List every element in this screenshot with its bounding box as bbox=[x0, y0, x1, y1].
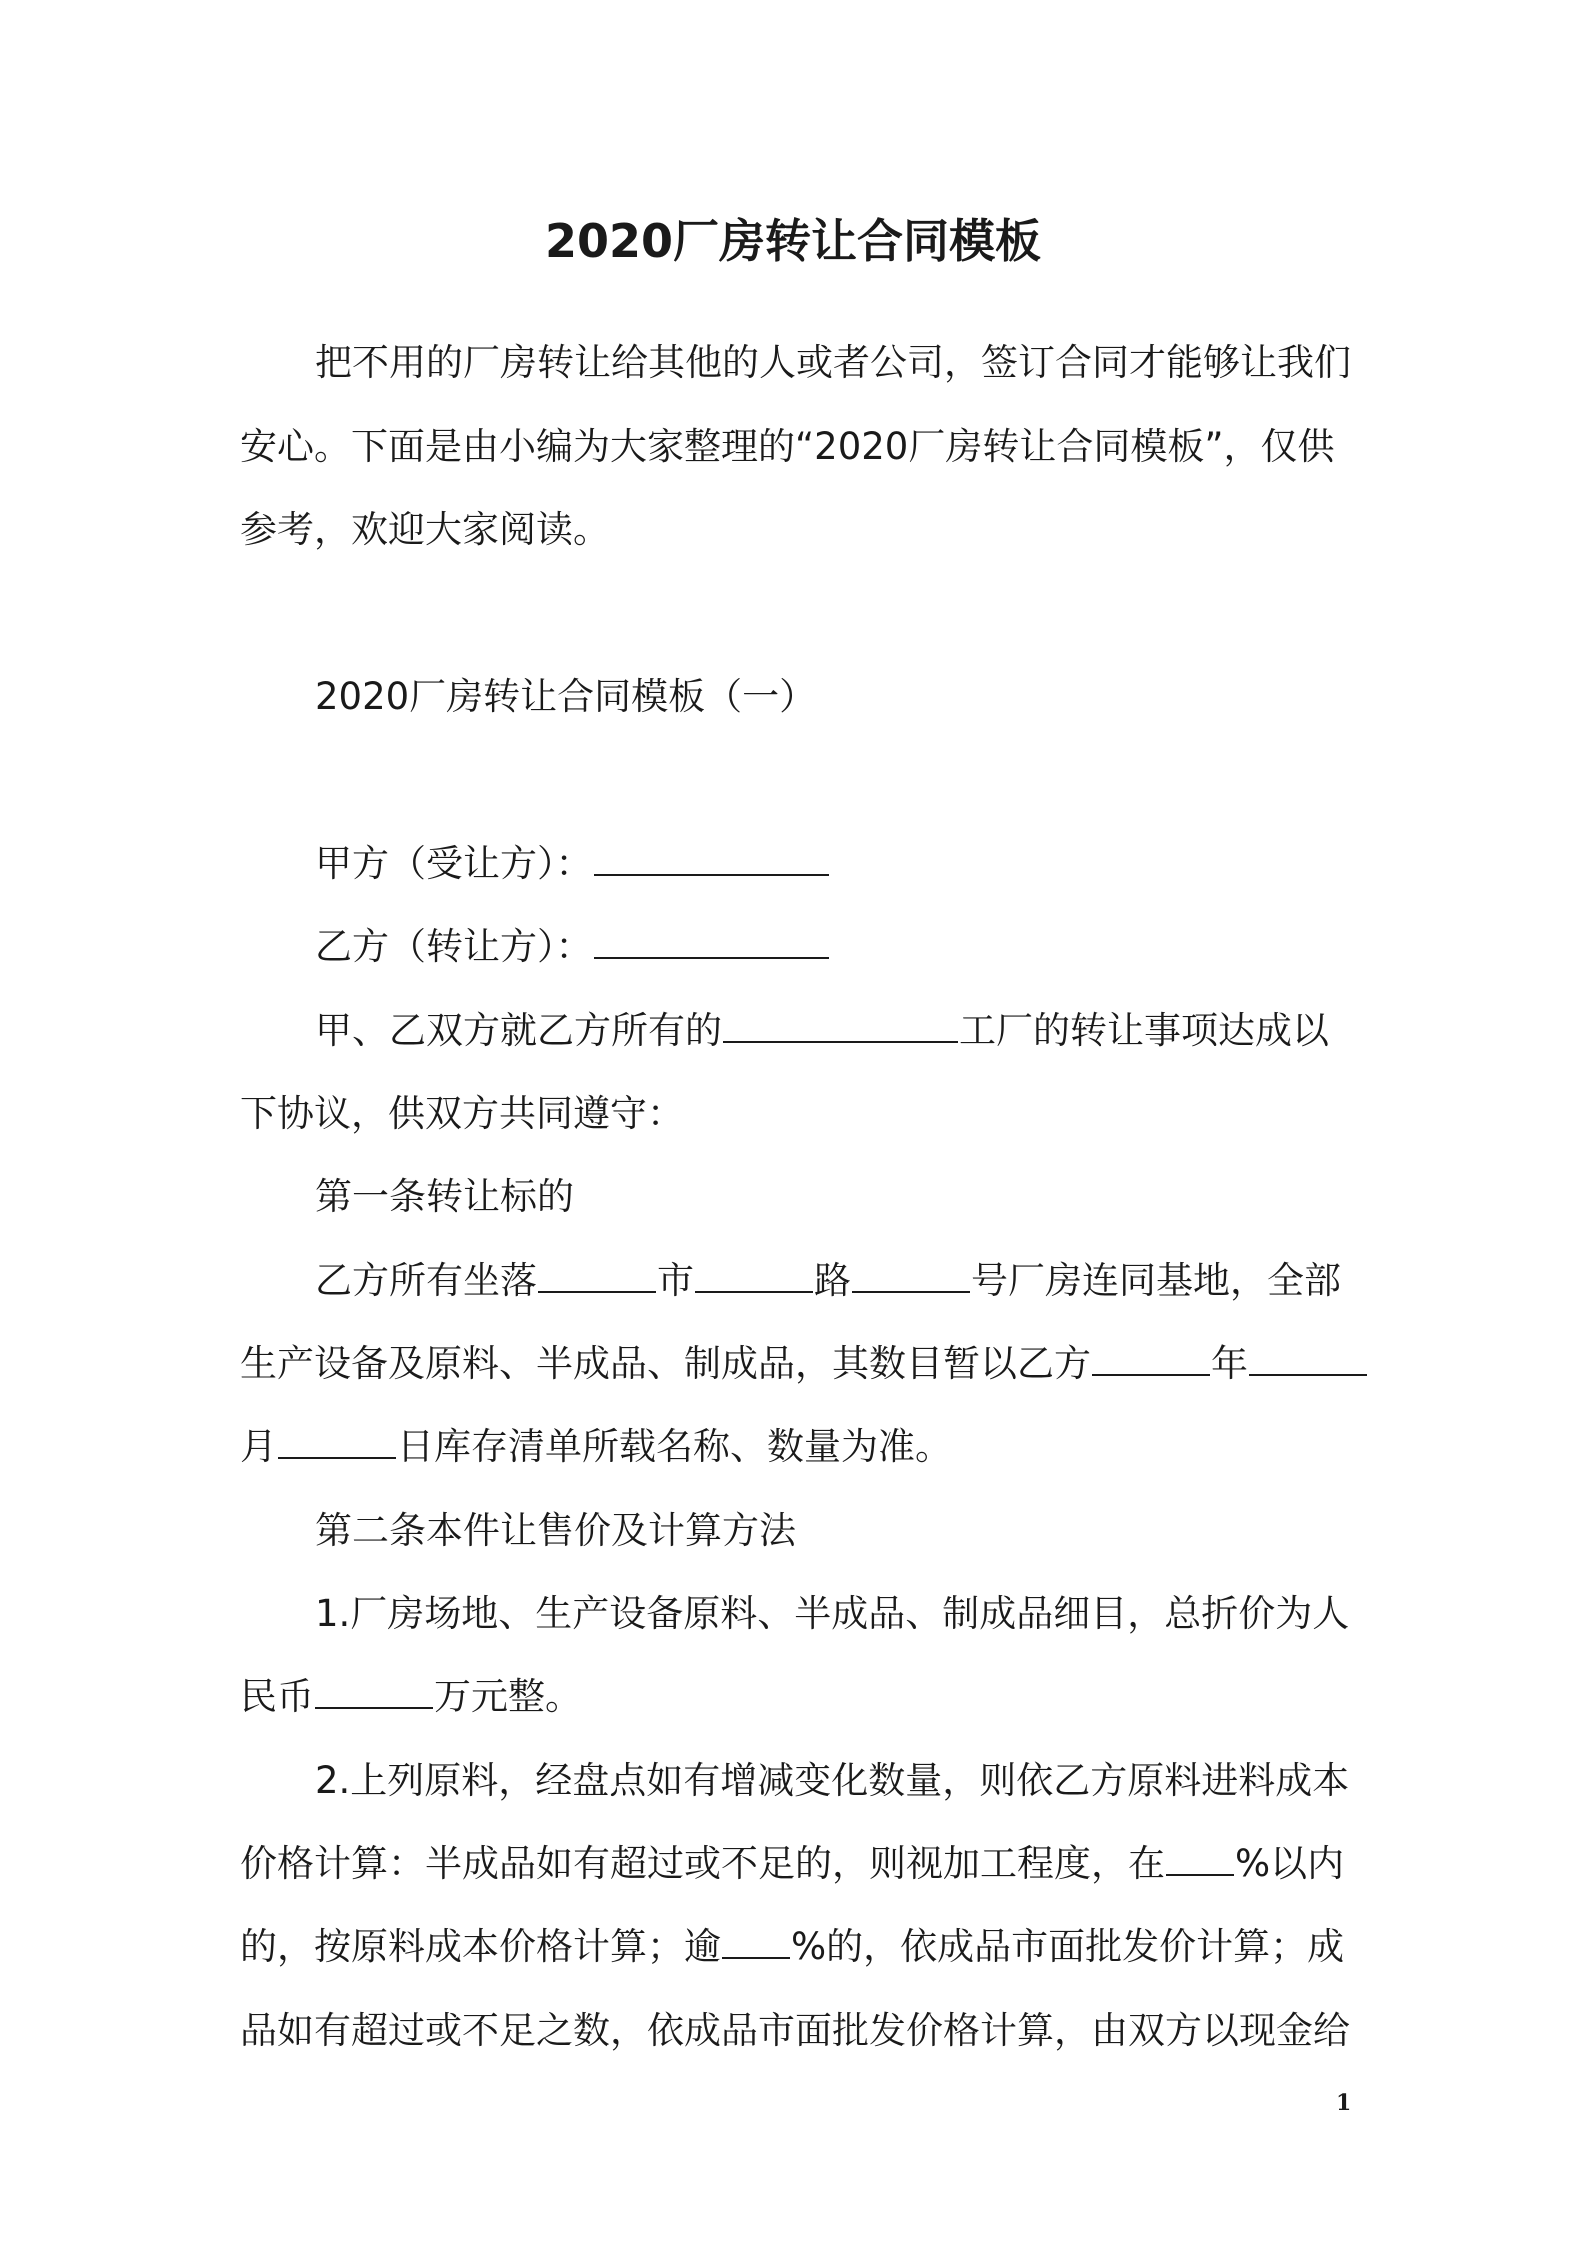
art2-text-f: %的，依成品市面批发价计算；成 bbox=[791, 1925, 1345, 1968]
party-a-blank bbox=[594, 844, 829, 876]
article-1-line-1 bbox=[315, 1256, 1350, 1306]
article-2-item-1: 1.厂房场地、生产设备原料、半成品、制成品细目，总折价为人 bbox=[315, 1592, 1350, 1635]
art1-text-f: 年 bbox=[1211, 1342, 1248, 1385]
intro-line-1: 把不用的厂房转让给其他的人或者公司，签订合同才能够让我们 bbox=[315, 341, 1351, 384]
art1-text-h: 日库存清单所载名称、数量为准。 bbox=[397, 1425, 952, 1468]
article-1-line-3 bbox=[240, 1422, 1350, 1472]
art1-text-a: 乙方所有坐落 bbox=[315, 1259, 537, 1302]
article-2-item-2-cont-2 bbox=[240, 1922, 1350, 1972]
art1-text-c: 路 bbox=[814, 1259, 851, 1302]
art1-text-d: 号厂房连同基地，全部 bbox=[971, 1259, 1341, 1302]
art2-text-a: 民币 bbox=[240, 1675, 314, 1718]
party-b-label: 乙方（转让方）： bbox=[315, 925, 593, 968]
agreement-text-a: 甲、乙双方就乙方所有的 bbox=[315, 1009, 722, 1052]
section-title: 2020厂房转让合同模板（一） bbox=[315, 675, 817, 718]
agreement-line-2: 下协议，供双方共同遵守： bbox=[240, 1092, 684, 1135]
article-2-item-2-cont-3: 品如有超过或不足之数，依成品市面批发价格计算，由双方以现金给 bbox=[240, 2009, 1350, 2052]
art1-text-b: 市 bbox=[657, 1259, 694, 1302]
factory-name-blank bbox=[723, 1011, 958, 1043]
day-blank bbox=[278, 1427, 396, 1459]
price-blank bbox=[315, 1677, 433, 1709]
art1-text-g: 月 bbox=[240, 1425, 277, 1468]
road-blank bbox=[695, 1261, 813, 1293]
art2-text-d: %以内 bbox=[1235, 1842, 1345, 1885]
article-1-line-2 bbox=[240, 1339, 1350, 1389]
art2-text-b: 万元整。 bbox=[434, 1675, 582, 1718]
intro-line-2: 安心。下面是由小编为大家整理的“2020厂房转让合同模板”，仅供 bbox=[240, 425, 1335, 468]
month-blank bbox=[1249, 1344, 1367, 1376]
city-blank bbox=[538, 1261, 656, 1293]
percent-blank-1 bbox=[1166, 1844, 1234, 1876]
article-1-heading: 第一条转让标的 bbox=[315, 1175, 574, 1218]
article-2-heading: 第二条本件让售价及计算方法 bbox=[315, 1509, 796, 1552]
article-2-item-1-cont bbox=[240, 1672, 1350, 1722]
art2-text-e: 的，按原料成本价格计算；逾 bbox=[240, 1925, 721, 1968]
party-b-blank bbox=[594, 927, 829, 959]
page-number: 1 bbox=[1336, 2090, 1352, 2116]
year-blank bbox=[1092, 1344, 1210, 1376]
party-a-line bbox=[315, 839, 1350, 889]
party-a-label: 甲方（受让方）： bbox=[315, 842, 593, 885]
article-2-item-2-cont-1 bbox=[240, 1839, 1350, 1889]
article-2-item-2: 2.上列原料，经盘点如有增减变化数量，则依乙方原料进料成本 bbox=[315, 1759, 1350, 1802]
art2-text-c: 价格计算：半成品如有超过或不足的，则视加工程度，在 bbox=[240, 1842, 1165, 1885]
document-title: 2020厂房转让合同模板 bbox=[544, 214, 1042, 268]
agreement-line-1 bbox=[315, 1006, 1350, 1056]
party-b-line bbox=[315, 922, 1350, 972]
intro-line-3: 参考，欢迎大家阅读。 bbox=[240, 508, 610, 551]
number-blank bbox=[852, 1261, 970, 1293]
agreement-text-b: 工厂的转让事项达成以 bbox=[959, 1009, 1329, 1052]
art1-text-e: 生产设备及原料、半成品、制成品，其数目暂以乙方 bbox=[240, 1342, 1091, 1385]
percent-blank-2 bbox=[722, 1927, 790, 1959]
